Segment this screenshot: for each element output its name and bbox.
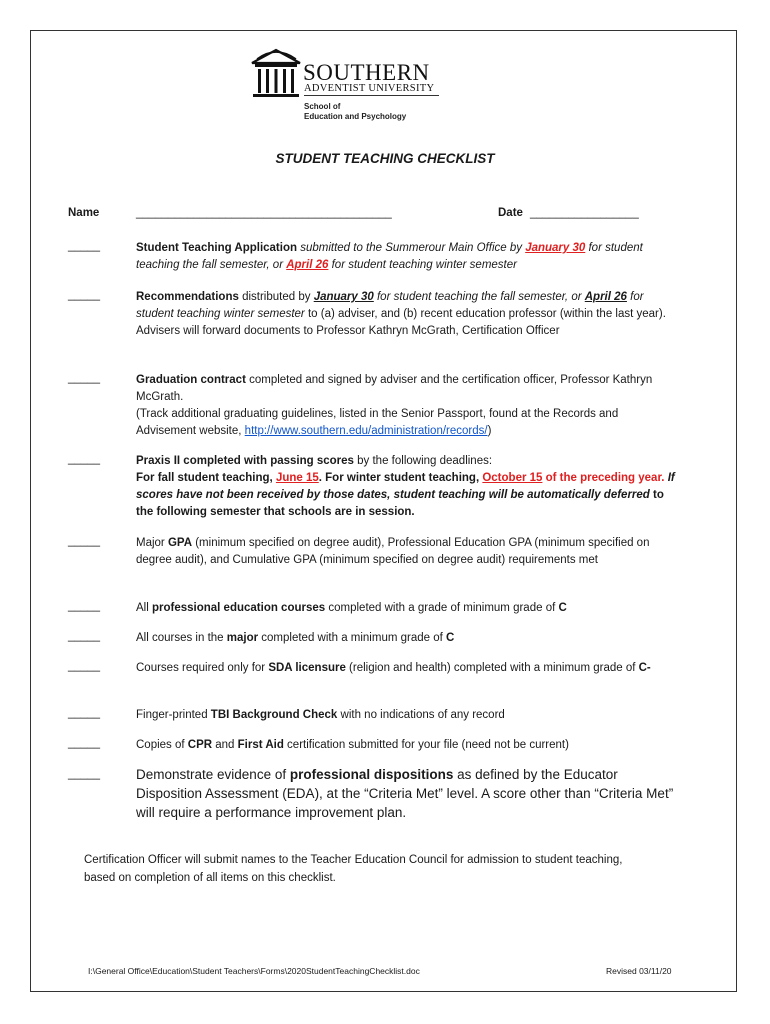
item-text: GPA bbox=[167, 537, 193, 549]
footer-revised-date: Revised 03/11/20 bbox=[606, 966, 672, 976]
item-text: for student teaching winter semester bbox=[328, 259, 517, 271]
item-text: submitted to the Summerour Main Office by bbox=[297, 242, 526, 254]
item-text: (Track additional graduating guidelines, listed in the Senior Passport, found at the Records and Advisement website, bbox=[136, 408, 619, 437]
item-text: Copies of bbox=[136, 739, 188, 751]
list-item-tbi bbox=[136, 707, 676, 724]
checkbox-blank-cpr[interactable]: _____ bbox=[68, 737, 100, 749]
item-text: CPR bbox=[187, 739, 213, 751]
list-item-major bbox=[136, 630, 676, 647]
building-logo-icon bbox=[250, 47, 302, 101]
item-text: as defined by the Educator Disposition Assessment (EDA), at the “Criteria Met” level. A score other than “Criteria Met” will require a performance improvement plan. bbox=[136, 767, 674, 820]
name-field[interactable]: ________________________________________ bbox=[136, 207, 392, 219]
checkbox-blank-graduation[interactable]: _____ bbox=[68, 372, 100, 384]
item-text: For fall student teaching, bbox=[136, 472, 276, 484]
deadline-text: April 26 bbox=[584, 291, 627, 303]
item-text: by the following deadlines: bbox=[353, 455, 493, 467]
item-text: ) bbox=[487, 425, 492, 437]
checkbox-blank-praxis[interactable]: _____ bbox=[68, 453, 100, 465]
item-text: Demonstrate evidence of bbox=[136, 767, 290, 782]
deadline-text: January 30 bbox=[525, 242, 586, 254]
deadline-text: of the preceding year. bbox=[542, 472, 665, 484]
list-item-sda bbox=[136, 660, 676, 677]
item-text: Major bbox=[136, 537, 168, 549]
item-text: (religion and health) completed with a minimum grade of bbox=[345, 662, 639, 674]
item-text: If scores have not been received by those dates, student teaching will be automatically deferred bbox=[136, 472, 675, 501]
list-item-prof-courses bbox=[136, 600, 676, 617]
item-text: certification submitted for your file (need not be current) bbox=[283, 739, 569, 751]
university-logo bbox=[250, 47, 440, 127]
item-text: Praxis II completed with passing scores bbox=[136, 455, 354, 467]
checkbox-blank-sda[interactable]: _____ bbox=[68, 660, 100, 672]
item-text: distributed by bbox=[238, 291, 314, 303]
footer-file-path: I:\General Office\Education\Student Teachers\Forms\2020StudentTeachingChecklist.doc bbox=[88, 966, 420, 976]
checkbox-blank-tbi[interactable]: _____ bbox=[68, 707, 100, 719]
checkbox-blank-gpa[interactable]: _____ bbox=[68, 535, 100, 547]
logo-school bbox=[304, 102, 406, 122]
item-text: to (a) adviser, and (b) recent education professor (within the last year). Advisers will forward documents to Professor Kathryn McGrath, Certification Officer bbox=[136, 308, 666, 337]
name-label: Name bbox=[68, 207, 100, 219]
records-link[interactable]: http://www.southern.edu/administration/records/ bbox=[244, 425, 488, 437]
item-text: First Aid bbox=[237, 739, 284, 751]
logo-school-line2: Education and Psychology bbox=[304, 112, 407, 121]
item-text: All courses in the bbox=[136, 632, 227, 644]
deadline-text: October 15 bbox=[482, 472, 543, 484]
item-text: C bbox=[446, 632, 455, 644]
item-text: to the following semester that schools are in session. bbox=[136, 489, 664, 518]
item-text: C bbox=[558, 602, 567, 614]
item-text: Recommendations bbox=[136, 291, 239, 303]
item-text: TBI Background Check bbox=[210, 709, 338, 721]
logo-university: ADVENTIST UNIVERSITY bbox=[304, 83, 435, 94]
list-item-praxis bbox=[136, 453, 676, 521]
list-item-gpa bbox=[136, 535, 676, 569]
item-text: Graduation contract bbox=[136, 374, 246, 386]
item-text: for student teaching the fall semester, or bbox=[136, 242, 643, 271]
certification-note: Certification Officer will submit names to the Teacher Education Council for admission to student teaching, based on completion of all items on this checklist. bbox=[84, 854, 623, 884]
item-text: major bbox=[226, 632, 259, 644]
item-text: completed with a grade of minimum grade of bbox=[325, 602, 559, 614]
item-text: Courses required only for bbox=[136, 662, 269, 674]
checkbox-blank-major[interactable]: _____ bbox=[68, 630, 100, 642]
checkbox-blank-dispositions[interactable]: _____ bbox=[68, 768, 100, 780]
item-text: for student teaching the fall semester, or bbox=[373, 291, 585, 303]
logo-school-line1: School of bbox=[304, 102, 341, 111]
item-text: Student Teaching Application bbox=[136, 242, 297, 254]
checkbox-blank-application[interactable]: _____ bbox=[68, 240, 100, 252]
item-text: completed and signed by adviser and the certification officer, Professor Kathryn McGrath. bbox=[136, 374, 653, 403]
logo-divider bbox=[304, 95, 439, 96]
item-text: (minimum specified on degree audit), Professional Education GPA (minimum specified on degree audit), and Cumulative GPA (minimum specified on degree audit) requirements met bbox=[136, 537, 650, 566]
deadline-text: June 15 bbox=[275, 472, 319, 484]
checkbox-blank-prof-courses[interactable]: _____ bbox=[68, 600, 100, 612]
list-item-recommendations bbox=[136, 289, 676, 340]
item-text: completed with a minimum grade of bbox=[258, 632, 447, 644]
item-text: for student teaching winter semester bbox=[136, 291, 644, 320]
page-title: STUDENT TEACHING CHECKLIST bbox=[275, 151, 495, 166]
item-text: All bbox=[136, 602, 152, 614]
item-text: professional education courses bbox=[151, 602, 326, 614]
item-text: SDA licensure bbox=[268, 662, 346, 674]
item-text: Finger-printed bbox=[136, 709, 211, 721]
item-text: professional dispositions bbox=[289, 767, 454, 782]
item-text: and bbox=[212, 739, 238, 751]
deadline-text: April 26 bbox=[286, 259, 329, 271]
list-item-application bbox=[136, 240, 676, 274]
item-text: C- bbox=[638, 662, 651, 674]
item-text: with no indications of any record bbox=[337, 709, 505, 721]
deadline-text: January 30 bbox=[313, 291, 374, 303]
logo-name: SOUTHERN bbox=[303, 60, 430, 85]
list-item-graduation bbox=[136, 372, 676, 440]
list-item-cpr bbox=[136, 737, 676, 754]
date-label: Date bbox=[498, 207, 523, 219]
checkbox-blank-recommendations[interactable]: _____ bbox=[68, 289, 100, 301]
date-field[interactable]: _________________ bbox=[530, 207, 639, 219]
list-item-dispositions bbox=[136, 765, 676, 822]
item-text: . For winter student teaching, bbox=[318, 472, 483, 484]
